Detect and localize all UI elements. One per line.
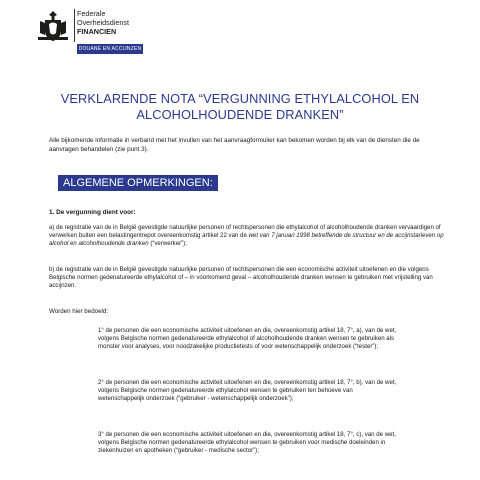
document-title: VERKLARENDE NOTA “VERGUNNING ETHYLALCOHOL EN ALCOHOLHOUDENDE DRANKEN” bbox=[60, 91, 420, 122]
fod-financien-logo bbox=[34, 7, 194, 53]
paragraph-a bbox=[49, 224, 445, 248]
paragraph-b: b) de registratie van de in België gevestigde natuurlijke personen of rechtspersonen die een economische activiteit uitoefenen en die volgens Belgische normen gedenatureerde ethylalcohol of – in voorkomend geval – alcoholhoudende dranken wensen te gebruiken met vrijstelling van accijnzen. bbox=[49, 266, 433, 290]
list-item: 1° de personen die een economische activiteit uitoefenen en die, overeenkomstig artikel 18, 7°, a), van de wet, volgens Belgische normen gedenatureerde ethylalcohol of alcoholhoudende dranken wensen te gebruiken als monster voor analyses, voor noodzakelijke productietests of voor wetenschappelijk onderzoek (“tester”); bbox=[98, 327, 397, 351]
belgian-crest-icon bbox=[34, 7, 72, 45]
org-line-1: Federale bbox=[77, 9, 106, 18]
org-line-2: Overheidsdienst bbox=[77, 18, 129, 27]
list-item: 3° de personen die een economische activiteit uitoefenen en die, overeenkomstig artikel 18, 7°, c), van de wet, volgens Belgische normen gedenatureerde ethylalcohol wensen te gebruiken voor medische doeleinden in ziekenhuizen en apotheken (“gebruiker - medische sector”); bbox=[98, 431, 396, 455]
words-intro: Worden hier bedoeld: bbox=[49, 308, 109, 315]
law-reference: wet van 7 januari 1998 betreffende de structuur en de accijnstarieven op alcohol en alcoholhoudende dranken bbox=[49, 232, 444, 248]
org-line-3: FINANCIEN bbox=[77, 27, 117, 36]
paragraph-a-text-1: a) de registratie van de in België gevestigde natuurlijke personen of rechtspersonen die ethylalcohol of alcoholhoudende dranken vervaardigen of verwerken buiten een belastingentrepot overeenkomstig artikel 22 van de bbox=[49, 224, 441, 240]
org-name bbox=[77, 9, 129, 36]
logo-divider bbox=[74, 9, 75, 42]
intro-paragraph: Alle bijkomende informatie in verband met het invullen van het aanvraagformulier kan bekomen worden bij elk van de diensten die de aanvragen behandelen (zie punt 3). bbox=[49, 137, 420, 153]
sub-heading: 1. De vergunning dient voor: bbox=[49, 209, 136, 216]
section-heading: ALGEMENE OPMERKINGEN: bbox=[58, 175, 218, 191]
list-item: 2° de personen die een economische activiteit uitoefenen en die, overeenkomstig artikel 18, 7°, b), van de wet, volgens Belgische normen gedenatureerde ethylalcohol wensen te gebruiken ten behoeve van wetenschappelijk onderzoek (“gebruiker - wetenschappelijk onderzoek”); bbox=[98, 379, 397, 403]
org-department-bar: DOUANE EN ACCIJNZEN bbox=[78, 46, 142, 52]
paragraph-a-text-2: (“verwerker”); bbox=[148, 240, 187, 248]
